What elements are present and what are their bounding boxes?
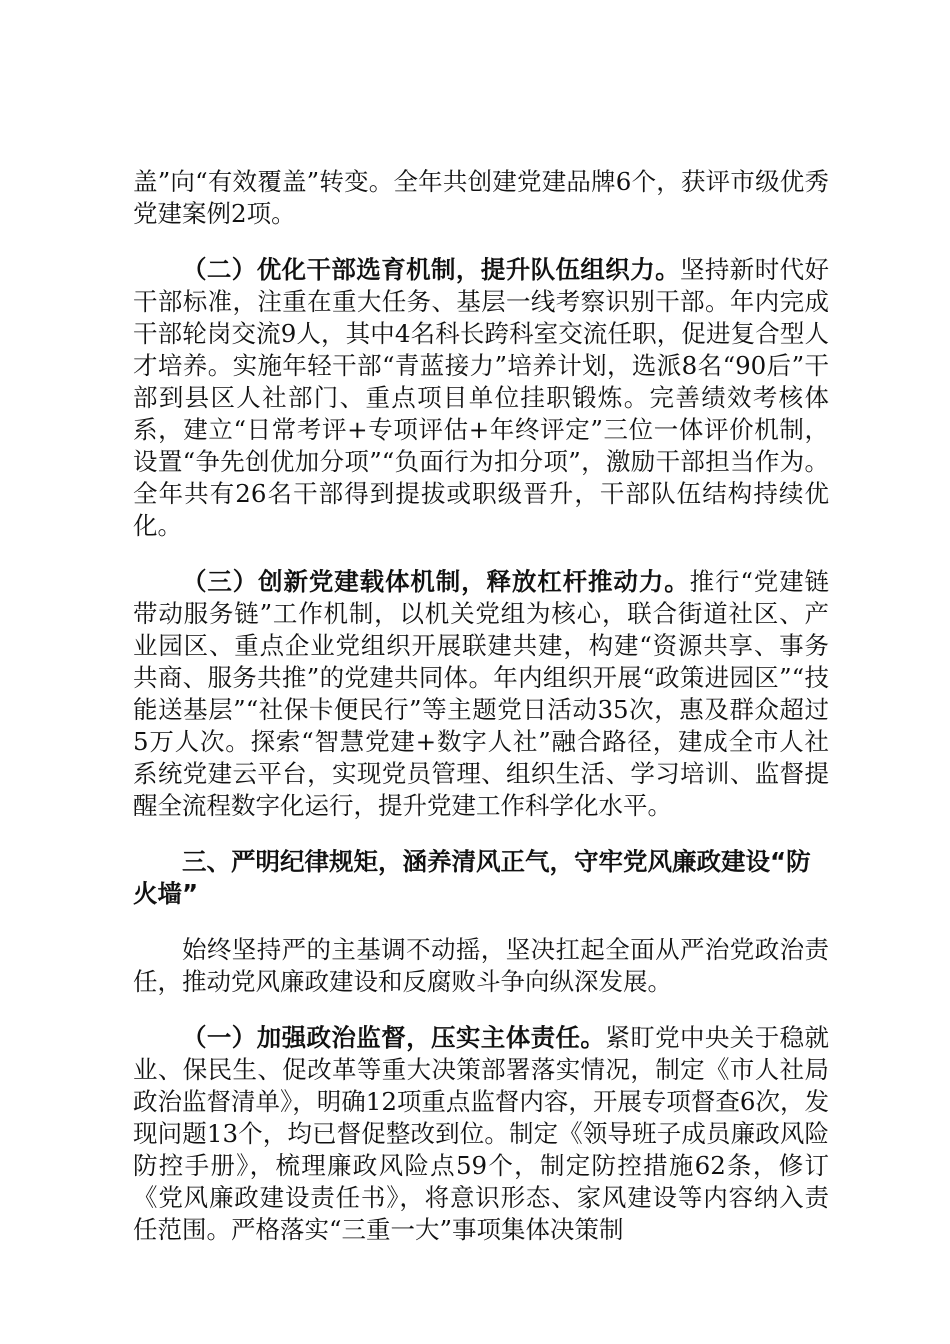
subsection-lead: （二）优化干部选育机制，提升队伍组织力。: [182, 255, 680, 284]
section-intro-paragraph: [133, 934, 829, 998]
document-page: [133, 166, 829, 1270]
subsection-lead: （三）创新党建载体机制，释放杠杆推动力。: [182, 567, 690, 596]
subsection-paragraph-supervision: [133, 1022, 829, 1246]
paragraph-text: 紧盯党中央关于稳就业、保民生、促改革等重大决策部署落实情况，制定《市人社局政治监督清单》，明确12项重点监督内容，开展专项督查6次，发现问题13个，均已督促整改到位。制定《领导班子成员廉政风险防控手册》，梳理廉政风险点59个，制定防控措施62条，修订《党风廉政建设责任书》，将意识形态、家风建设等内容纳入责任范围。严格落实“三重一大”事项集体决策制: [133, 1023, 830, 1244]
continued-paragraph: [133, 166, 829, 230]
subsection-lead: （一）加强政治监督，压实主体责任。: [182, 1023, 606, 1052]
paragraph-text: 盖”向“有效覆盖”转变。全年共创建党建品牌6个，获评市级优秀党建案例2项。: [133, 167, 829, 228]
section-heading: 三、严明纪律规矩，涵养清风正气，守牢党风廉政建设“防火墙”: [133, 847, 811, 908]
subsection-paragraph-cadre: [133, 254, 829, 542]
paragraph-text: 坚持新时代好干部标准，注重在重大任务、基层一线考察识别干部。年内完成干部轮岗交流9人，其中4名科长跨科室交流任职，促进复合型人才培养。实施年轻干部“青蓝接力”培养计划，选派8名“90后”干部到县区人社部门、重点项目单位挂职锻炼。完善绩效考核体系，建立“日常考评+专项评估+年终评定”三位一体评价机制，设置“争先创优加分项”“负面行为扣分项”，激励干部担当作为。全年共有26名干部得到提拔或职级晋升，干部队伍结构持续优化。: [133, 255, 829, 540]
paragraph-text: 始终坚持严的主基调不动摇，坚决扛起全面从严治党政治责任，推动党风廉政建设和反腐败斗争向纵深发展。: [133, 935, 829, 996]
paragraph-text: 推行“党建链带动服务链”工作机制，以机关党组为核心，联合街道社区、产业园区、重点企业党组织开展联建共建，构建“资源共享、事务共商、服务共推”的党建共同体。年内组织开展“政策进园区”“技能送基层”“社保卡便民行”等主题党日活动35次，惠及群众超过5万人次。探索“智慧党建+数字人社”融合路径，建成全市人社系统党建云平台，实现党员管理、组织生活、学习培训、监督提醒全流程数字化运行，提升党建工作科学化水平。: [133, 567, 829, 820]
subsection-paragraph-carrier: [133, 566, 829, 822]
